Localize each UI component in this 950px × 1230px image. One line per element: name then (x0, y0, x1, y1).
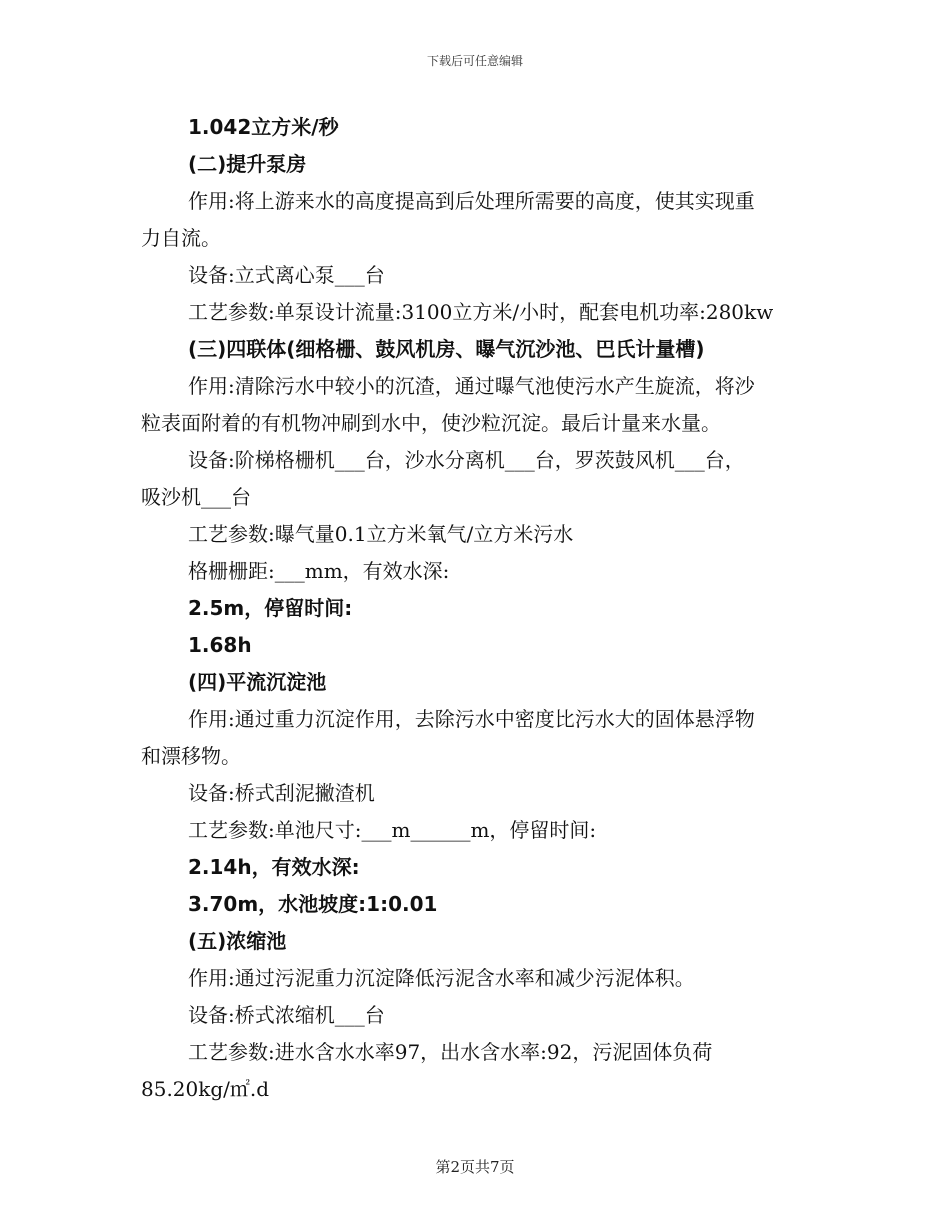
text-line: 1.68h (188, 633, 252, 657)
text-line: 工艺参数:进水含水水率97，出水含水率:92，污泥固体负荷 (188, 1040, 713, 1064)
section-heading: (二)提升泵房 (188, 152, 307, 176)
text-line: 格栅栅距:___mm，有效水深: (188, 559, 450, 583)
text-line: 作用:清除污水中较小的沉渣，通过曝气池使污水产生旋流，将沙 (188, 374, 755, 398)
text-line: 和漂移物。 (141, 744, 241, 768)
text-line: 作用:通过重力沉淀作用，去除污水中密度比污水大的固体悬浮物 (188, 707, 755, 731)
text-line: 作用:将上游来水的高度提高到后处理所需要的高度，使其实现重 (188, 189, 755, 213)
text-line: 设备:桥式刮泥撇渣机 (188, 781, 375, 805)
text-line: 2.5m，停留时间: (188, 596, 353, 620)
text-line: 85.20kg/㎡.d (141, 1077, 270, 1101)
text-line: 工艺参数:单泵设计流量:3100立方米/小时，配套电机功率:280kw (188, 300, 774, 324)
section-heading: (五)浓缩池 (188, 929, 287, 953)
text-line: 工艺参数:单池尺寸:___m______m，停留时间: (188, 818, 597, 842)
text-line: 粒表面附着的有机物冲刷到水中，使沙粒沉淀。最后计量来水量。 (141, 411, 721, 435)
page-header: 下载后可任意编辑 (426, 54, 523, 68)
section-heading: (四)平流沉淀池 (188, 670, 327, 694)
text-line: 作用:通过污泥重力沉淀降低污泥含水率和减少污泥体积。 (188, 966, 695, 990)
text-line: 力自流。 (141, 226, 221, 250)
text-line: 2.14h，有效水深: (188, 855, 360, 879)
text-line: 设备:立式离心泵___台 (188, 263, 385, 287)
text-line: 1.042立方米/秒 (188, 115, 339, 139)
section-heading: (三)四联体(细格栅、鼓风机房、曝气沉沙池、巴氏计量槽) (188, 337, 705, 361)
page-footer: 第2页共7页 (435, 1158, 515, 1176)
text-line: 工艺参数:曝气量0.1立方米氧气/立方米污水 (188, 522, 574, 546)
text-line: 3.70m，水池坡度:1:0.01 (188, 892, 438, 916)
text-line: 设备:桥式浓缩机___台 (188, 1003, 385, 1027)
text-line: 吸沙机___台 (141, 485, 251, 509)
text-line: 设备:阶梯格栅机___台，沙水分离机___台，罗茨鼓风机___台， (188, 448, 745, 472)
